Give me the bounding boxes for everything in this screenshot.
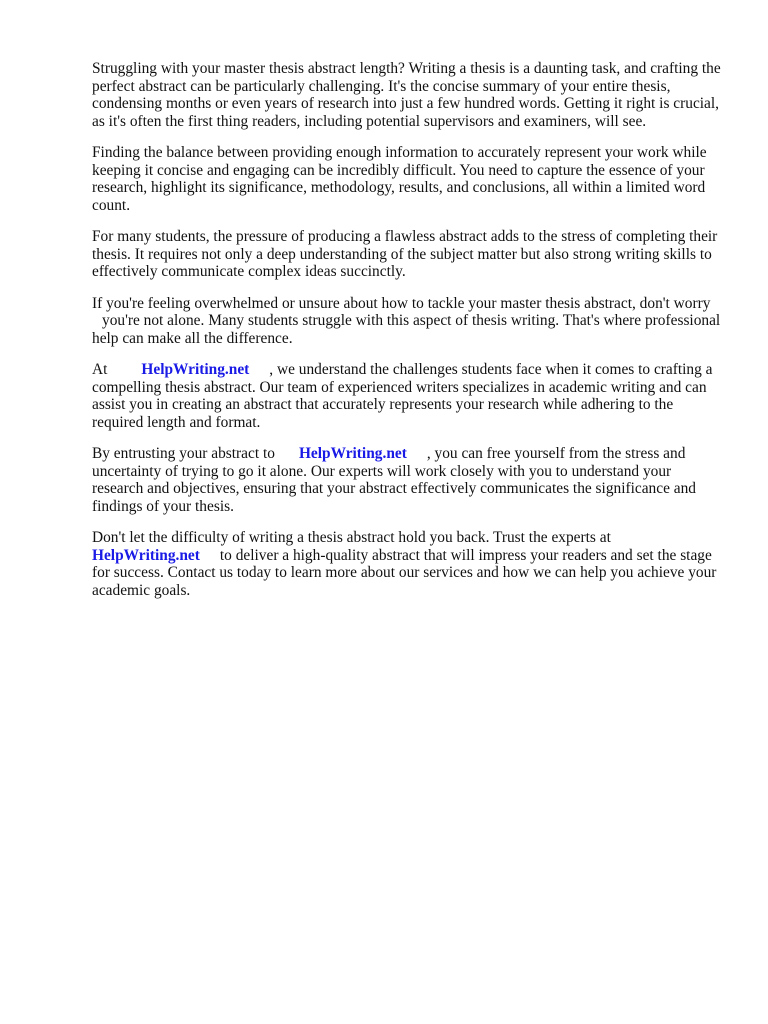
paragraph-pressure: [92, 228, 722, 281]
paragraph-intro: [92, 60, 722, 130]
paragraph-closing: [92, 529, 722, 599]
paragraph-balance-text: Finding the balance between providing enough information to accurately represent your work while keeping it concise and engaging can be incredibly difficult. You need to capture the essence of your research, highlight its significance, methodology, results, and conclusions, all within a limited word count.: [92, 144, 707, 214]
helpwriting-link[interactable]: HelpWriting.net: [298, 445, 407, 462]
helpwriting-link[interactable]: HelpWriting.net: [92, 546, 200, 564]
paragraph-at-service: [92, 361, 722, 431]
paragraph-pressure-text: For many students, the pressure of producing a flawless abstract adds to the stress of completing their thesis. It requires not only a deep understanding of the subject matter but also strong writing skills to effectively communicate complex ideas succinctly.: [92, 228, 718, 280]
paragraph-overwhelmed: [92, 295, 722, 348]
paragraph-closing-text: to deliver a high-quality abstract that will impress your readers and set the stage for success. Contact us today to learn more about our services and how we can help you achieve your academic goals.: [92, 546, 717, 599]
paragraph-entrusting: [92, 445, 722, 515]
paragraph-at-service-lead: At: [92, 361, 108, 378]
paragraph-overwhelmed-rest: you're not alone. Many students struggle with this aspect of thesis writing. That's where professional help can make all the difference.: [92, 312, 721, 347]
paragraph-entrusting-text: , you can free yourself from the stress and uncertainty of trying to go it alone. Our experts will work closely with you to understand your research and objectives, ensuring that your abstract effectively communicates the significance and findings of your thesis.: [92, 445, 696, 515]
paragraph-at-service-text: , we understand the challenges students face when it comes to crafting a compelling thesis abstract. Our team of experienced writers specializes in academic writing and can assist you in creating an abstract that accurately represents your research while adhering to the required length and format.: [92, 361, 713, 431]
paragraph-entrusting-lead: By entrusting your abstract to: [92, 445, 275, 462]
paragraph-intro-text: Struggling with your master thesis abstract length? Writing a thesis is a daunting task, and crafting the perfect abstract can be particularly challenging. It's the concise summary of your entire thesis, condensing months or even years of research into just a few hundred words. Getting it right is crucial, as it's often the first thing readers, including potential supervisors and examiners, will see.: [92, 60, 721, 130]
paragraph-closing-lead: Don't let the difficulty of writing a thesis abstract hold you back. Trust the experts at: [92, 529, 611, 546]
paragraph-balance: [92, 144, 722, 214]
paragraph-overwhelmed-line1: If you're feeling overwhelmed or unsure about how to tackle your master thesis abstract, don't worry: [92, 294, 711, 312]
helpwriting-link[interactable]: HelpWriting.net: [141, 361, 250, 378]
document-body: [92, 60, 722, 613]
